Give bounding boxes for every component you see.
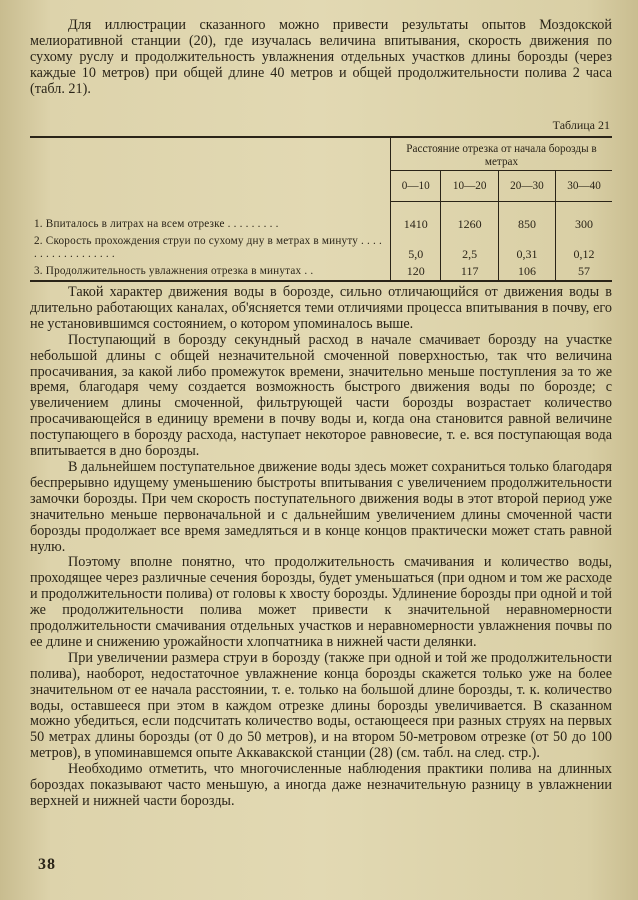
column-header: 0—10 <box>391 171 441 202</box>
body-text <box>30 285 612 810</box>
column-header: 30—40 <box>556 171 612 202</box>
table-cell: 1410 <box>391 202 441 232</box>
table-cell: 120 <box>391 261 441 281</box>
table-cell: 57 <box>556 261 612 281</box>
paragraph: Необходимо отметить, что многочисленные наблюдения практики полива на длинных бороздах показывают часто меньшую, а иногда даже незначительную разницу в увлажнении верхней и нижней части борозды. <box>30 761 612 809</box>
paragraph: В дальнейшем поступательное движение воды здесь может сохраниться только благодаря беспрерывно идущему уменьшению быстроты впитывания с увеличением продолжительности замочки борозды. При чем скорость поступательного движения воды в этот второй период уже значительно меньше первоначальной и с дальнейшим увеличением длины смоченной части борозды продолжает все время замедляться и в конце концов практически может стать равной нулю. <box>30 458 612 555</box>
table-cell: 0,31 <box>498 231 555 261</box>
page-number: 38 <box>38 856 56 873</box>
table-cell: 0,12 <box>556 231 612 261</box>
table-row <box>30 231 612 261</box>
paragraph: Такой характер движения воды в борозде, сильно отличающийся от движения воды в длительно работающих каналах, об'ясняется теми отличиями процесса впитывания в почву, его не установившимся состоянием, о котором упоминалось выше. <box>30 284 612 332</box>
paragraph: Поэтому вполне понятно, что продолжительность смачивания и количество воды, проходящее через различные сечения борозды, будет уменьшаться (при одном и том же расходе и продолжительности полива) от головы к хвосту борозды. Удлинение борозды при одной и той же продолжительности полива может привести к значительной неравномерности продолжительности смачивания отдельных участков и неравномерности увлажнения почвы по ее длине и снижению урожайности хлопчатника в нижней части делянки. <box>30 554 612 650</box>
row-label: 1. Впиталось в литрах на всем отрезке . . . . . . . . . <box>34 217 279 230</box>
row-label: 2. Скорость прохождения струи по сухому дну в метрах в минуту . . . . . . . . . . . . . . . . . . <box>34 235 383 260</box>
table-cell: 850 <box>498 202 555 232</box>
row-label: 3. Продолжительность увлажнения отрезка в минутах . . <box>30 261 391 281</box>
table-cell: 106 <box>498 261 555 281</box>
table-row <box>30 202 612 232</box>
paragraph: При увеличении размера струи в борозду (также при одной и той же продолжительности полива), наоборот, недостаточное увлажнение конца борозды скажется только уже на более значительном от ее начала расстоянии, т. е. только на большой длине борозды, т. к. количество воды, оставшееся при этом в каждом отрезке длины борозды увеличивается. В сказанном можно убедиться, если подсчитать количество воды, остающееся при разных струях на первых 50 метрах длины борозды (от 0 до 50 метров), и на втором 50-метровом отрезке (от 50 до 100 метров), в упоминавшемся опыте Аккавакской станции (28) (см. табл. на след. стр.). <box>30 649 612 762</box>
column-header: 20—30 <box>498 171 555 202</box>
table-cell: 117 <box>441 261 498 281</box>
table-cell: 1260 <box>441 202 498 232</box>
data-table <box>30 136 612 282</box>
column-header: 10—20 <box>441 171 498 202</box>
table-corner-cell <box>30 137 391 202</box>
table-caption: Таблица 21 <box>552 118 610 132</box>
intro-paragraph: Для иллюстрации сказанного можно привести результаты опытов Моздокской мелиоративной станции (20), где изучалась величина впитывания, скорость движения по сухому руслу и продолжительность увлажнения отдельных участков длины борозды (через каждые 10 метров) при общей длине 40 метров и общей продолжительности полива 2 часа (табл. 21). <box>30 17 612 97</box>
table-cell: 300 <box>556 202 612 232</box>
table-row <box>30 261 612 281</box>
table-cell: 5,0 <box>391 231 441 261</box>
table-cell: 2,5 <box>441 231 498 261</box>
paragraph: Поступающий в борозду секундный расход в начале смачивает борозду на участке небольшой длины с общей незначительной смоченной поверхностью, так что величина просачивания, за какой либо промежуток времени, значительно меньше поступления за то же время, благодаря чему создается возможность быстрого движения воды по борозде; с увеличением длины смоченной, фильтрующей части борозды возрастает количество просачивающейся в единицу времени в почву воды и, когда она становится равной величине поступающего в борозду расхода, наступает некоторое равновесие, т. е. вся поступающая вода впитывается в дно борозды. <box>30 331 612 460</box>
intro-paragraph-block <box>30 18 612 98</box>
table-group-header: Расстояние отрезка от начала борозды в метрах <box>391 137 613 171</box>
